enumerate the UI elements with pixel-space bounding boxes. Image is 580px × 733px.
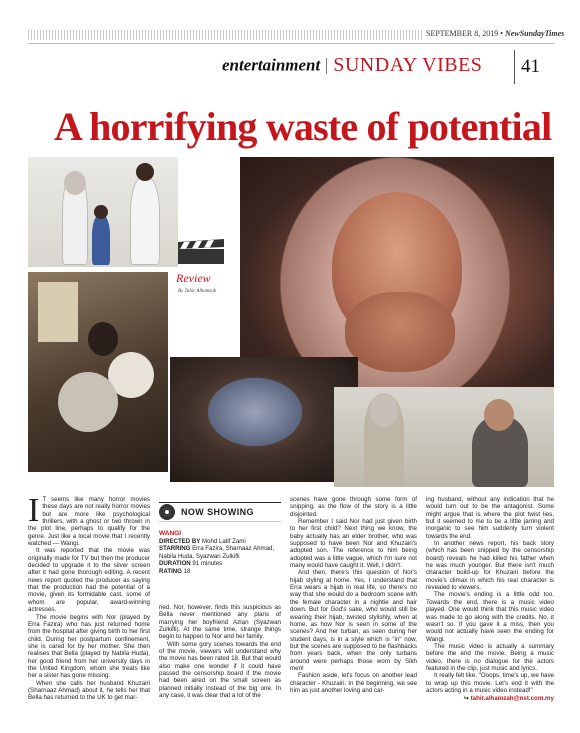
paragraph: Fashion aside, let's focus on another lead character - Khuzairi. In the beginning, we see him as just another loving and car- — [290, 672, 417, 694]
now-showing-details — [159, 530, 281, 575]
header-pattern-strip — [28, 30, 423, 40]
author-email: ↪ tahir.alhamzah@nst.com.my — [463, 695, 554, 703]
section-header — [222, 54, 482, 84]
article-column-3 — [290, 496, 417, 694]
credit-row: DIRECTED BY Mohd Latif Zami — [159, 537, 246, 545]
paragraph: scenes have gone through some form of snipping, as the flow of the story is a little disjointed. — [290, 496, 417, 518]
header-rule — [28, 43, 554, 44]
section-name: entertainment — [222, 55, 321, 75]
paragraph: ried. Nor, however, finds this suspicious as Bella never mentioned any plans of marrying her boyfriend Azlan (Syazwan Zulkifli). At the same time, strange things begin to happen to Nor and her family. — [159, 604, 281, 641]
paragraph: The movie's ending is a little odd too. Towards the end, there is a music video played. One would think that this music video was made to go along with the credits. No, it wasn't so. If you gave it a miss, then you would not actually have seen the ending for Wangi. — [426, 591, 554, 643]
article-column-2 — [159, 604, 281, 699]
article-column-4 — [426, 496, 554, 703]
photo-dark-scene — [170, 357, 358, 482]
photo-bedroom-scene — [28, 272, 168, 472]
subsection-name: SUNDAY VIBES — [333, 54, 483, 76]
mail-arrow-icon: ↪ — [463, 695, 469, 703]
page-number-divider — [514, 50, 515, 84]
paragraph: Remember I said Nor had just given birth to her first child? Next thing we know, the baby actually has an elder brother, who was supposed to have been Nor and Khuzairi's adopted son. The reference to him being adopted was a little vague, which I'm sure not many would have caught it. Well, I didn't. — [290, 518, 417, 570]
section-divider — [326, 58, 327, 74]
eye-icon — [159, 504, 175, 520]
credit-row: RATING 18 — [159, 567, 191, 575]
dateline — [426, 29, 565, 38]
movie-title: WANGI — [159, 530, 182, 537]
paragraph: ing husband, without any indication that he would turn out to be the antagonist. Some might argue that is where the plot twist lies, but it seemed to me to be a little jarring and inorganic to see him suddenly turn violent towards the end. — [426, 496, 554, 540]
article-body — [28, 492, 554, 726]
paragraph: T seems like many horror movies these days are not really horror movies but are more like psychological thrillers, with a ghost or two thrown in the plot line, perhaps to qualify for the genre. Just like a local movie that I recently watched — Wangi. — [28, 496, 150, 548]
paragraph: In another news report, his back story (which has been snipped by the censorship board) reveals he had killed his father when he was much younger. But there isn't much character build-up for Khuzairi before the movie's climax in which his real character is revealed to viewers. — [426, 540, 554, 592]
page-number: 41 — [521, 56, 540, 77]
review-byline: By Tahir Alhamzah — [178, 289, 217, 294]
paper-name: NewSundayTimes — [505, 29, 565, 38]
now-showing-header — [159, 502, 281, 522]
review-label: Review — [176, 271, 211, 285]
article-column-1 — [28, 492, 150, 702]
paragraph: With some gory scenes towards the end of the movie, viewers will understand why the movie has been rated 18. But that would also make one wonder if it could have passed the censorship board if the movie had been aired on the small screen as planned initially instead of the big one. In any case, it was clear that a lot of the — [159, 640, 281, 700]
paragraph: And then, there's this question of Nor's hijab styling at home. Yes, I understand that Erra wears a hijab in real life, so there's no way that she would do a bedroom scene with the female character in a nightie and hair down. But for God's sake, who would still be wearing their hijab, twisted stylishly, when at home, as how Nor is seen in some of the scenes? And her turban, as seen during her student days, is in a style which is "in" now, but the scenes are supposed to be flashbacks from years back, when the only turbans around were perhaps those worn by Sikh men! — [290, 569, 417, 672]
date-text: SEPTEMBER 8, 2019 • — [426, 29, 504, 38]
photo-couple — [334, 387, 554, 487]
paragraph: The music video is actually a summary before the end the movie. Being a music video, there is no dialogue for the actors featured in the clip, just music and lyrics. — [426, 642, 554, 672]
paragraph: When she calls her husband Khuzairi (Sharnaaz Ahmad) about it, he tells her that Bella has returned to the UK to get mar- — [28, 679, 150, 702]
credit-row: DURATION 91 minutes — [159, 560, 223, 567]
paragraph: The movie begins with Nor (played by Erra Fazira) who has just returned home from the hospital after giving birth to her first child. During her postpartum confinement, she is cared for by her mother. She then realises that Bella (played by Nabila Huda), her good friend from her university days in the United Kingdom, whom she treats like her a sister has gone missing. — [28, 613, 150, 680]
photo-crying-woman — [240, 157, 554, 387]
drop-cap: I — [28, 492, 40, 529]
credit-row: STARRING Erra Fazira, Sharnaaz Ahmad, Nabila Huda, Syazwan Zulkifli — [159, 545, 275, 560]
photo-family — [28, 157, 178, 267]
clapperboard-icon — [176, 239, 226, 265]
now-showing-box — [159, 502, 281, 575]
paragraph: It was reported that the movie was originally made for TV but then the producer decided to upgrade it to the silver screen after it had gone thorough editing. A recent news report quoted the producer as saying that the production had the potential of a movie, given its formidable cast, some of whom are popular, award-winning actresses. — [28, 547, 150, 614]
now-showing-title: NOW SHOWING — [181, 507, 254, 517]
headline: A horrifying waste of potential — [54, 104, 552, 149]
photo-collage — [28, 157, 554, 488]
paragraph: It really felt like, "Ooops, time's up, we have to wrap up this movie. Let's end it with the actors acting in a music video instead!" — [426, 672, 554, 694]
